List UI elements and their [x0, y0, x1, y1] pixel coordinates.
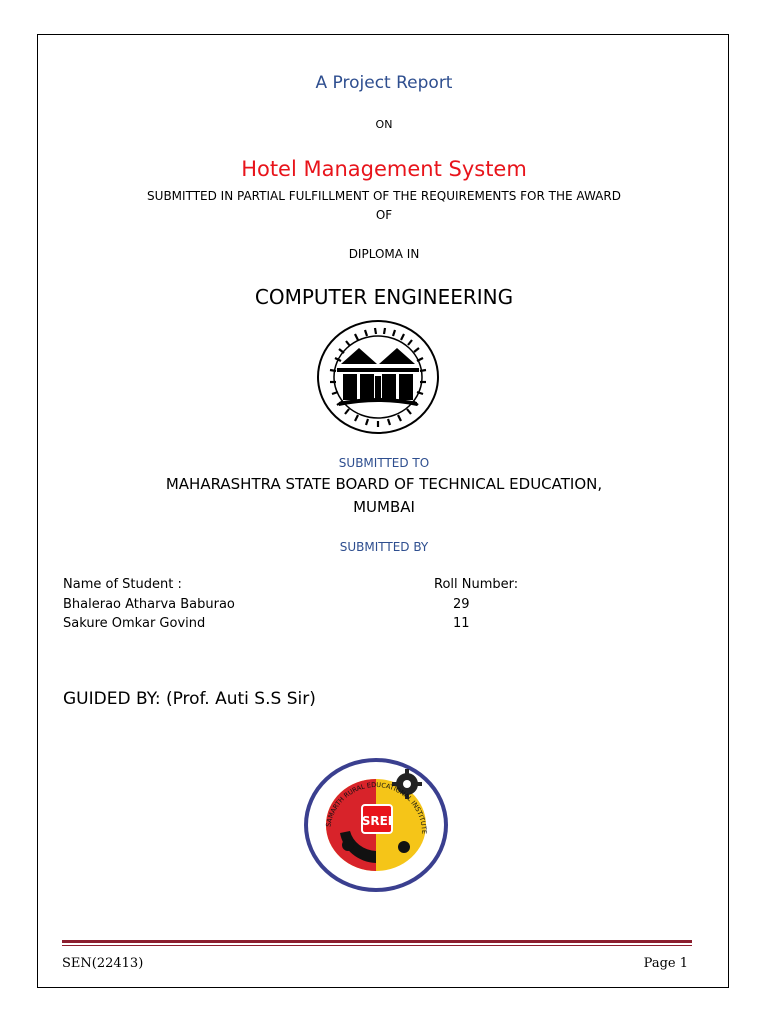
footer-page-number: Page 1: [643, 956, 688, 971]
student-row: [63, 597, 543, 617]
roll-column-header: Roll Number:: [434, 577, 519, 592]
footer-rule-thick: [62, 940, 692, 943]
guided-by: GUIDED BY: (Prof. Auti S.S Sir): [63, 689, 316, 709]
institute-badge: SREI: [361, 814, 393, 828]
submitted-by-label: SUBMITTED BY: [339, 540, 429, 554]
institute-ring-text: SAMARTH RURAL EDUCATIONAL INSTITUTE: [324, 780, 429, 835]
diploma-label: DIPLOMA IN: [348, 247, 420, 261]
samarth-institute-logo: [300, 755, 452, 895]
student-roll: 29: [453, 596, 470, 612]
msbte-logo: [315, 318, 441, 436]
student-roll: 11: [453, 616, 470, 631]
student-row: [63, 616, 543, 636]
department-title: COMPUTER ENGINEERING: [254, 285, 514, 309]
student-name: Sakure Omkar Govind: [63, 616, 206, 631]
on-label: ON: [375, 118, 393, 131]
fulfillment-line-1: SUBMITTED IN PARTIAL FULFILLMENT OF THE REQUIREMENTS FOR THE AWARD: [147, 189, 621, 203]
name-column-header: Name of Student :: [63, 577, 182, 592]
fulfillment-line-2: OF: [375, 208, 393, 222]
footer-course-code: SEN(22413): [62, 956, 144, 971]
report-type: A Project Report: [315, 73, 453, 93]
submitted-to-label: SUBMITTED TO: [338, 456, 430, 470]
student-table: [63, 577, 543, 636]
project-title: Hotel Management System: [241, 157, 527, 181]
student-name: Bhalerao Atharva Baburao: [63, 596, 235, 612]
board-name-line-2: MUMBAI: [353, 498, 415, 516]
footer-rule-thin: [62, 945, 692, 946]
board-name-line-1: MAHARASHTRA STATE BOARD OF TECHNICAL EDUCATION,: [165, 475, 603, 493]
student-table-header: [63, 577, 543, 597]
